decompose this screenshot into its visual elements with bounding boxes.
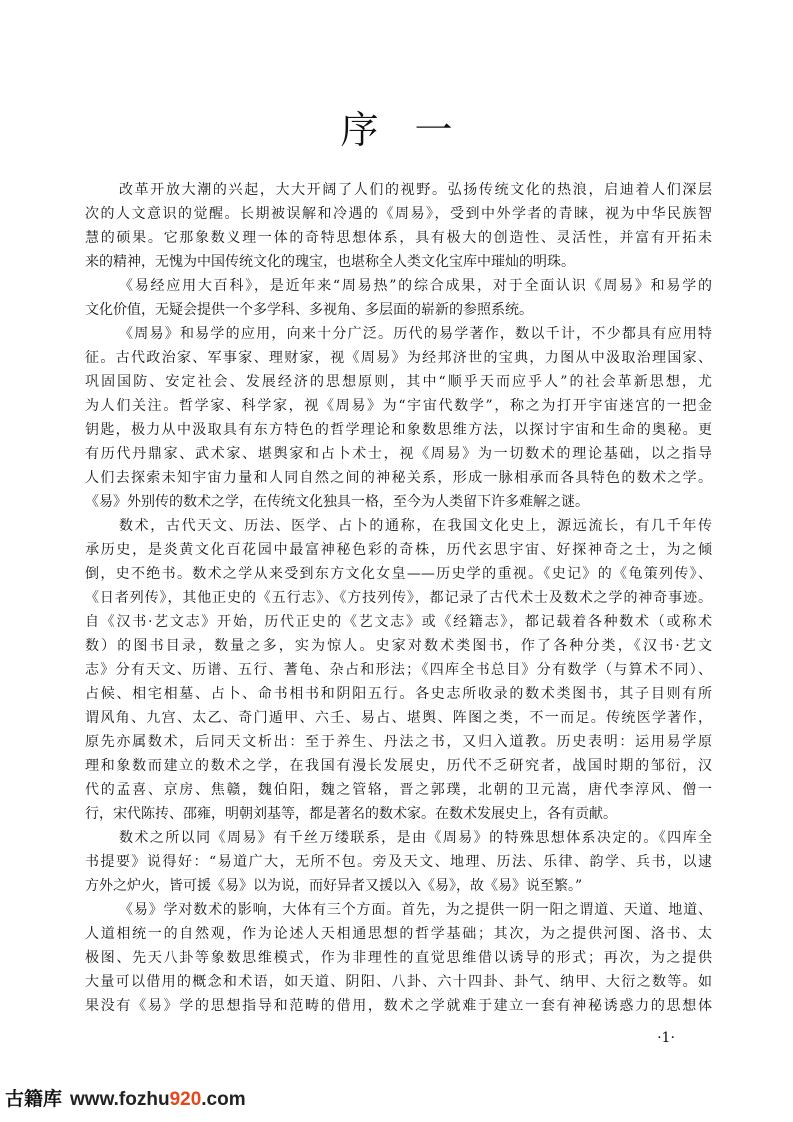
text-line: 自《汉书·艺文志》开始，历代正史的《艺文志》或《经籍志》，都记载着各种数术（或称术 bbox=[85, 614, 712, 630]
text-line: 《日者列传》，其他正史的《五行志》、《方技列传》，都记录了古代术士及数术之学的神奇事迹。 bbox=[85, 590, 712, 606]
paragraph bbox=[85, 178, 712, 274]
text-line: 书提要》说得好：“易道广大，无所不包。旁及天文、地理、历法、乐律、韵学、兵书，以逮 bbox=[85, 854, 712, 870]
text-line: 数）的图书目录，数量之多，实为惊人。史家对数术类图书，作了各种分类，《汉书·艺文 bbox=[85, 638, 712, 654]
text-line: 慧的硕果。它那象数义理一体的奇特思想体系，具有极大的创造性、灵活性，并富有开拓未 bbox=[85, 230, 712, 246]
text-line: 极图、先天八卦等象数思维模式，作为非理性的直觉思维借以诱导的形式；再次，为之提供 bbox=[85, 950, 712, 966]
text-line: 数术，古代天文、历法、医学、占卜的通称，在我国文化史上，源远流长，有几千年传 bbox=[119, 518, 712, 534]
text-line: 占候、相宅相墓、占卜、命书相书和阴阳五行。各史志所收录的数术类图书，其子目则有所 bbox=[85, 686, 712, 702]
text-line: 《易》学对数术的影响，大体有三个方面。首先，为之提供一阴一阳之谓道、天道、地道、 bbox=[119, 902, 712, 918]
text-line: 数术之所以同《周易》有千丝万缕联系，是由《周易》的特殊思想体系决定的。《四库全 bbox=[119, 830, 712, 846]
text-line: 有历代丹鼎家、武术家、堪舆家和占卜术士，视《周易》为一切数术的理论基础，以之指导 bbox=[85, 446, 712, 462]
footer-url-prefix: www.fozhu bbox=[70, 1089, 170, 1110]
text-line: 志》分有天文、历谱、五行、蓍龟、杂占和形法；《四库全书总目》分有数学（与算术不同）、 bbox=[85, 662, 712, 678]
text-line: 行，宋代陈抟、邵雍，明朝刘基等，都是著名的数术家。在数术发展史上，各有贡献。 bbox=[85, 806, 617, 822]
text-line: 倒，史不绝书。数术之学从来受到东方文化女皇——历史学的重视。《史记》的《龟策列传》、 bbox=[85, 566, 712, 582]
footer-url-highlight: 920 bbox=[169, 1089, 202, 1110]
text-line: 次的人文意识的觉醒。长期被误解和冷遇的《周易》，受到中外学者的青睐，视为中华民族智 bbox=[85, 206, 712, 222]
text-line: 文化价值，无疑会提供一个多学科、多视角、多层面的崭新的参照系统。 bbox=[85, 302, 533, 318]
text-line: 征。古代政治家、军事家、理财家，视《周易》为经邦济世的宝典，力图从中汲取治理国家、 bbox=[85, 350, 712, 366]
text-line: 改革开放大潮的兴起，大大开阔了人们的视野。弘扬传统文化的热浪，启迪着人们深层 bbox=[119, 182, 712, 198]
paragraph bbox=[85, 514, 712, 826]
text-line: 钥匙，极力从中汲取具有东方特色的哲学理论和象数思维方法，以探讨宇宙和生命的奥秘。更 bbox=[85, 422, 712, 438]
text-line: 《易经应用大百科》，是近年来“周易热”的综合成果，对于全面认识《周易》和易学的 bbox=[119, 278, 712, 294]
paragraph bbox=[85, 274, 712, 322]
text-line: 巩固国防、安定社会、发展经济的思想原则，其中“顺乎天而应乎人”的社会革新思想，尤 bbox=[85, 374, 712, 390]
text-line: 理和象数而建立的数术之学，在我国有漫长发展史，历代不乏研究者，战国时期的邹衍，汉 bbox=[85, 758, 712, 774]
footer-watermark bbox=[0, 1084, 275, 1116]
text-line: 方外之炉火，皆可援《易》以为说，而好异者又援以入《易》，故《易》说至繁。” bbox=[85, 878, 583, 894]
text-line: 代的孟喜、京房、焦赣，魏伯阳，魏之管辂，晋之郭璞，北朝的卫元嵩，唐代李淳风、僧一 bbox=[85, 782, 712, 798]
text-line: 《易》外别传的数术之学，在传统文化独具一格，至今为人类留下许多难解之谜。 bbox=[85, 494, 589, 510]
text-line: 大量可以借用的概念和术语，如天道、阴阳、八卦、六十四卦、卦气、纳甲、大衍之数等。如 bbox=[85, 974, 712, 990]
paragraph bbox=[85, 898, 712, 1018]
paragraph bbox=[85, 826, 712, 898]
text-line: 为人们关注。哲学家、科学家，视《周易》为“宇宙代数学”，称之为打开宇宙迷宫的一把金 bbox=[85, 398, 712, 414]
body-text bbox=[85, 178, 712, 1018]
text-line: 来的精神，无愧为中国传统文化的瑰宝，也堪称全人类文化宝库中璀灿的明珠。 bbox=[85, 254, 575, 270]
paragraph bbox=[85, 322, 712, 514]
text-line: 人们去探索未知宇宙力量和人同自然之间的神秘关系，形成一脉相承而各具特色的数术之学。 bbox=[85, 470, 712, 486]
text-line: 果没有《易》学的思想指导和范畴的借用，数术之学就难于建立一套有神秘诱惑力的思想体 bbox=[85, 998, 712, 1014]
text-line: 原先亦属数术，后同天文析出：至于养生、丹法之书，又归入道教。历史表明：运用易学原 bbox=[85, 734, 712, 750]
text-line: 承历史，是炎黄文化百花园中最富神秘色彩的奇株，历代玄思宇宙、好探神奇之士，为之倾 bbox=[85, 542, 712, 558]
text-line: 谓风角、九宫、太乙、奇门遁甲、六壬、易占、堪舆、阵图之类，不一而足。传统医学著作， bbox=[85, 710, 712, 726]
page-number: ·1· bbox=[657, 1030, 675, 1046]
footer-brand: 古籍库 bbox=[5, 1089, 63, 1110]
page-title: 序 一 bbox=[340, 108, 453, 152]
footer-url-suffix: .com bbox=[201, 1089, 246, 1110]
text-line: 《周易》和易学的应用，向来十分广泛。历代的易学著作，数以千计，不少都具有应用特 bbox=[119, 326, 712, 342]
text-line: 人道相统一的自然观，作为论述人天相通思想的哲学基础；其次，为之提供河图、洛书、太 bbox=[85, 926, 712, 942]
